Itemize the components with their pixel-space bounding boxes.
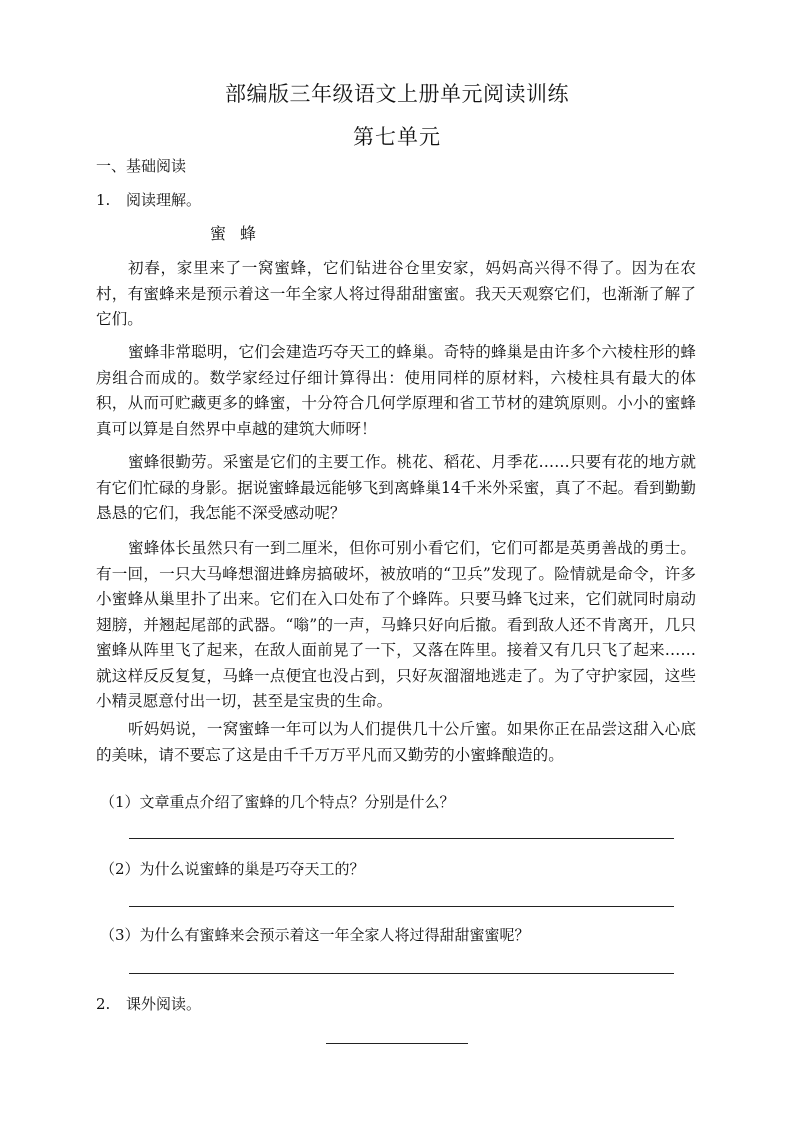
article-paragraph: 初春，家里来了一窝蜜蜂，它们钻进谷仓里安家，妈妈高兴得不得了。因为在农村，有蜜蜂来是预示着这一年全家人将过得甜甜蜜蜜。我天天观察它们，也渐渐了解了它们。 [96, 259, 696, 328]
answer-line[interactable] [129, 838, 674, 839]
page-title: 部编版三年级语文上册单元阅读训练 [225, 82, 569, 106]
article-paragraph: 听妈妈说，一窝蜜蜂一年可以为人们提供几十公斤蜜。如果你正在品尝这甜入心底的美味，请不要忘了这是由千千万万平凡而又勤劳的小蜜蜂酿造的。 [96, 720, 696, 764]
question-1 [96, 189, 201, 210]
question-label: 课外阅读。 [126, 995, 202, 1013]
answer-line[interactable] [326, 1043, 468, 1044]
sub-question-1: （1）文章重点介绍了蜜蜂的几个特点？分别是什么？ [100, 793, 455, 811]
article-paragraph: 蜜蜂很勤劳。采蜜是它们的主要工作。桃花、稻花、月季花……只要有花的地方就有它们忙碌的身影。据说蜜蜂最远能够飞到离蜂巢14千米外采蜜，真了不起。看到勤勤恳恳的它们，我怎能不深受感动呢？ [96, 453, 696, 522]
question-number: 1. [96, 191, 111, 209]
answer-line[interactable] [129, 973, 674, 974]
article-paragraph: 蜜蜂非常聪明，它们会建造巧夺天工的蜂巢。奇特的蜂巢是由许多个六棱柱形的蜂房组合而成的。数学家经过仔细计算得出：使用同样的原材料，六棱柱具有最大的体积，从而可贮藏更多的蜂蜜，十分符合几何学原理和省工节材的建筑原则。小小的蜜蜂真可以算是自然界中卓越的建筑大师呀！ [96, 343, 696, 438]
sub-question-3: （3）为什么有蜜蜂来会预示着这一年全家人将过得甜甜蜜蜜呢？ [100, 926, 530, 944]
question-label: 阅读理解。 [126, 191, 202, 209]
sub-question-2: （2）为什么说蜜蜂的巢是巧夺天工的？ [100, 860, 365, 878]
question-number: 2. [96, 995, 111, 1013]
question-2 [96, 993, 201, 1014]
answer-line[interactable] [129, 906, 674, 907]
section-heading: 一、基础阅读 [96, 157, 187, 175]
article-paragraph: 蜜蜂体长虽然只有一到二厘米，但你可别小看它们，它们可都是英勇善战的勇士。有一回，一只大马峰想溜进蜂房搞破坏，被放哨的“卫兵”发现了。险情就是命令，许多小蜜蜂从巢里扑了出来。它们在入口处布了个蜂阵。只要马蜂飞过来，它们就同时扇动翅膀，并翘起尾部的武器。“嗡”的一声，马蜂只好向后撤。看到敌人还不肯离开，几只蜜蜂从阵里飞了起来，在敌人面前晃了一下，又落在阵里。接着又有几只飞了起来……就这样反反复复，马蜂一点便宜也没占到，只好灰溜溜地逃走了。为了守护家园，这些小精灵愿意付出一切，甚至是宝贵的生命。 [96, 539, 696, 710]
unit-title: 第七单元 [353, 125, 441, 149]
article-title: 蜜蜂 [210, 224, 271, 243]
